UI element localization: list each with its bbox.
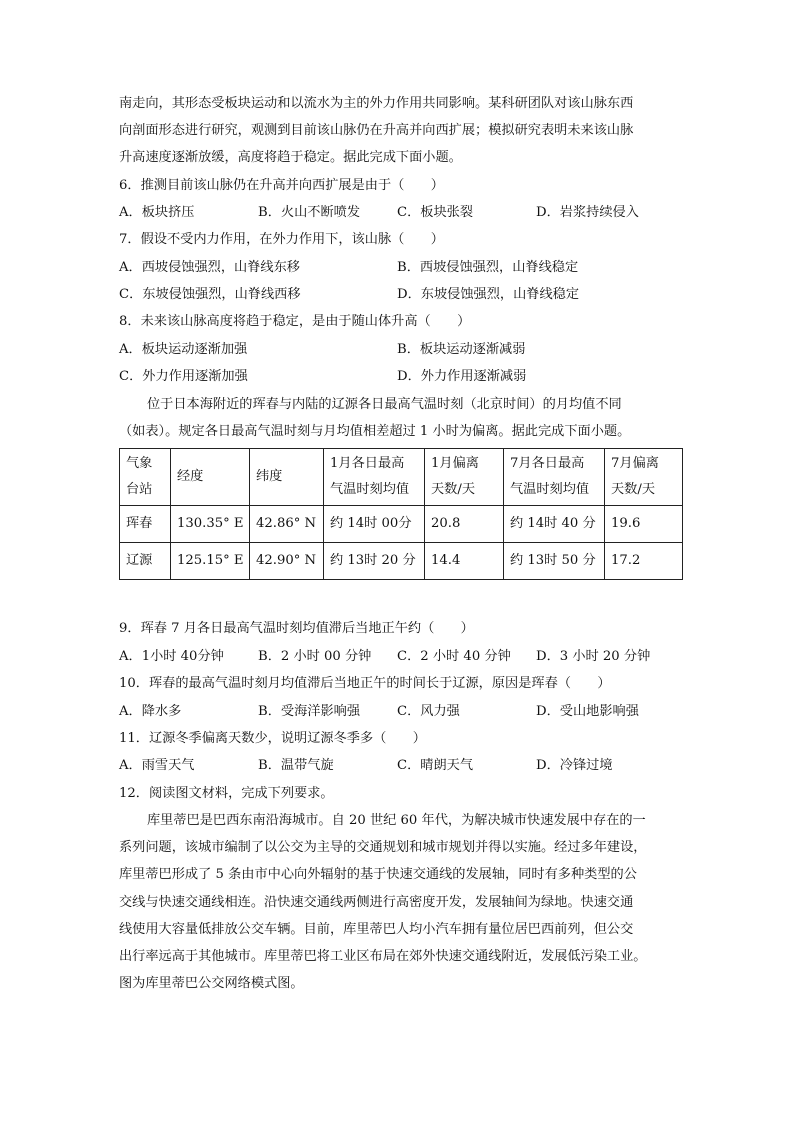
table-cell: 17.2	[605, 543, 683, 580]
question-8-option-d[interactable]: D．外力作用逐渐减弱	[397, 369, 527, 384]
question-12-line-2: 系列问题，该城市编制了以公交为主导的交通规划和城市规划并得以实施。经过多年建设，	[119, 840, 647, 855]
question-12-line-4: 交线与快速交通线相连。沿快速交通线两侧进行高密度开发，发展轴间为绿地。快速交通	[119, 895, 634, 910]
table-cell: 约 14时 40 分	[504, 506, 605, 543]
table-row	[120, 506, 683, 543]
table-cell: 130.35° E	[171, 506, 250, 543]
question-7-option-b[interactable]: B．西坡侵蚀强烈，山脊线稳定	[397, 260, 579, 275]
question-7-option-d[interactable]: D．东坡侵蚀强烈，山脊线稳定	[397, 287, 580, 302]
table-header-cell: 气象 台站	[120, 449, 171, 506]
question-10-stem: 10．珲春的最高气温时刻月均值滞后当地正午的时间长于辽源，原因是珲春（ ）	[119, 676, 611, 691]
table-header-cell: 7月各日最高 气温时刻均值	[504, 449, 605, 506]
question-12-line-3: 库里蒂巴形成了 5 条由市中心向外辐射的基于快速交通线的发展轴，同时有多种类型的公	[119, 867, 637, 882]
passage-2-line-1: 位于日本海附近的珲春与内陆的辽源各日最高气温时刻（北京时间）的月均值不同	[147, 397, 622, 412]
question-6-stem: 6．推测目前该山脉仍在升高并向西扩展是由于（ ）	[119, 178, 444, 193]
question-9-stem: 9．珲春 7 月各日最高气温时刻均值滞后当地正午约（ ）	[119, 621, 474, 636]
question-12-line-1: 库里蒂巴是巴西东南沿海城市。自 20 世纪 60 年代，为解决城市快速发展中存在的一	[147, 813, 646, 828]
table-header-cell: 1月偏离 天数/天	[425, 449, 504, 506]
question-8-option-b[interactable]: B．板块运动逐渐减弱	[397, 342, 526, 357]
table-cell: 42.90° N	[250, 543, 324, 580]
question-10-option-b[interactable]: B．受海洋影响强	[258, 704, 361, 719]
question-11-option-b[interactable]: B．温带气旋	[258, 758, 334, 773]
question-9-option-a[interactable]: A．1小时 40分钟	[119, 649, 224, 664]
table-cell: 19.6	[605, 506, 683, 543]
table-header-cell: 1月各日最高 气温时刻均值	[324, 449, 425, 506]
question-10-option-c[interactable]: C．风力强	[397, 704, 460, 719]
question-11-option-c[interactable]: C．晴朗天气	[397, 758, 474, 773]
question-12-stem: 12．阅读图文材料，完成下列要求。	[119, 786, 334, 801]
table-cell: 辽源	[120, 543, 171, 580]
table-cell: 约 13时 20 分	[324, 543, 425, 580]
question-12-line-5: 线使用大容量低排放公交车辆。目前，库里蒂巴人均小汽车拥有量位居巴西前列，但公交	[119, 922, 634, 937]
intro-line-3: 升高速度逐渐放缓，高度将趋于稳定。据此完成下面小题。	[119, 150, 462, 165]
table-header-cell: 7月偏离 天数/天	[605, 449, 683, 506]
question-8-option-c[interactable]: C．外力作用逐渐加强	[119, 369, 248, 384]
question-9-option-d[interactable]: D．3 小时 20 分钟	[536, 649, 651, 664]
question-6-option-c[interactable]: C．板块张裂	[397, 205, 474, 220]
question-8-stem: 8．未来该山脉高度将趋于稳定，是由于随山体升高（ ）	[119, 314, 471, 329]
question-6-option-a[interactable]: A．板块挤压	[119, 205, 195, 220]
question-11-stem: 11．辽源冬季偏离天数少，说明辽源冬季多（ ）	[119, 731, 426, 746]
question-12-line-7: 图为库里蒂巴公交网络模式图。	[119, 976, 304, 991]
question-10-option-a[interactable]: A．降水多	[119, 704, 182, 719]
question-11-option-d[interactable]: D．冷锋过境	[536, 758, 613, 773]
question-7-option-a[interactable]: A．西坡侵蚀强烈，山脊线东移	[119, 260, 300, 275]
intro-line-2: 向剖面形态进行研究，观测到目前该山脉仍在升高并向西扩展；模拟研究表明未来该山脉	[119, 123, 634, 138]
table-cell: 约 14时 00分	[324, 506, 425, 543]
table-cell: 约 13时 50 分	[504, 543, 605, 580]
table-cell: 珲春	[120, 506, 171, 543]
climate-station-table	[119, 448, 683, 580]
question-11-option-a[interactable]: A．雨雪天气	[119, 758, 195, 773]
question-12-line-6: 出行率远高于其他城市。库里蒂巴将工业区布局在郊外快速交通线附近，发展低污染工业。	[119, 949, 647, 964]
question-6-option-d[interactable]: D．岩浆持续侵入	[536, 205, 639, 220]
question-9-option-c[interactable]: C．2 小时 40 分钟	[397, 649, 511, 664]
intro-line-1: 南走向，其形态受板块运动和以流水为主的外力作用共同影响。某科研团队对该山脉东西	[119, 96, 634, 111]
table-cell: 14.4	[425, 543, 504, 580]
question-7-stem: 7．假设不受内力作用，在外力作用下，该山脉（ ）	[119, 232, 444, 247]
question-10-option-d[interactable]: D．受山地影响强	[536, 704, 639, 719]
passage-2-line-2: （如表）。规定各日最高气温时刻与月均值相差超过 1 小时为偏离。据此完成下面小题。	[119, 424, 631, 439]
table-header-cell: 经度	[171, 449, 250, 506]
table-cell: 125.15° E	[171, 543, 250, 580]
table-header-row	[120, 449, 683, 506]
table-row	[120, 543, 683, 580]
question-6-option-b[interactable]: B．火山不断喷发	[258, 205, 361, 220]
question-8-option-a[interactable]: A．板块运动逐渐加强	[119, 342, 248, 357]
table-cell: 20.8	[425, 506, 504, 543]
question-7-option-c[interactable]: C．东坡侵蚀强烈，山脊线西移	[119, 287, 301, 302]
table-cell: 42.86° N	[250, 506, 324, 543]
question-9-option-b[interactable]: B．2 小时 00 分钟	[258, 649, 372, 664]
table-header-cell: 纬度	[250, 449, 324, 506]
